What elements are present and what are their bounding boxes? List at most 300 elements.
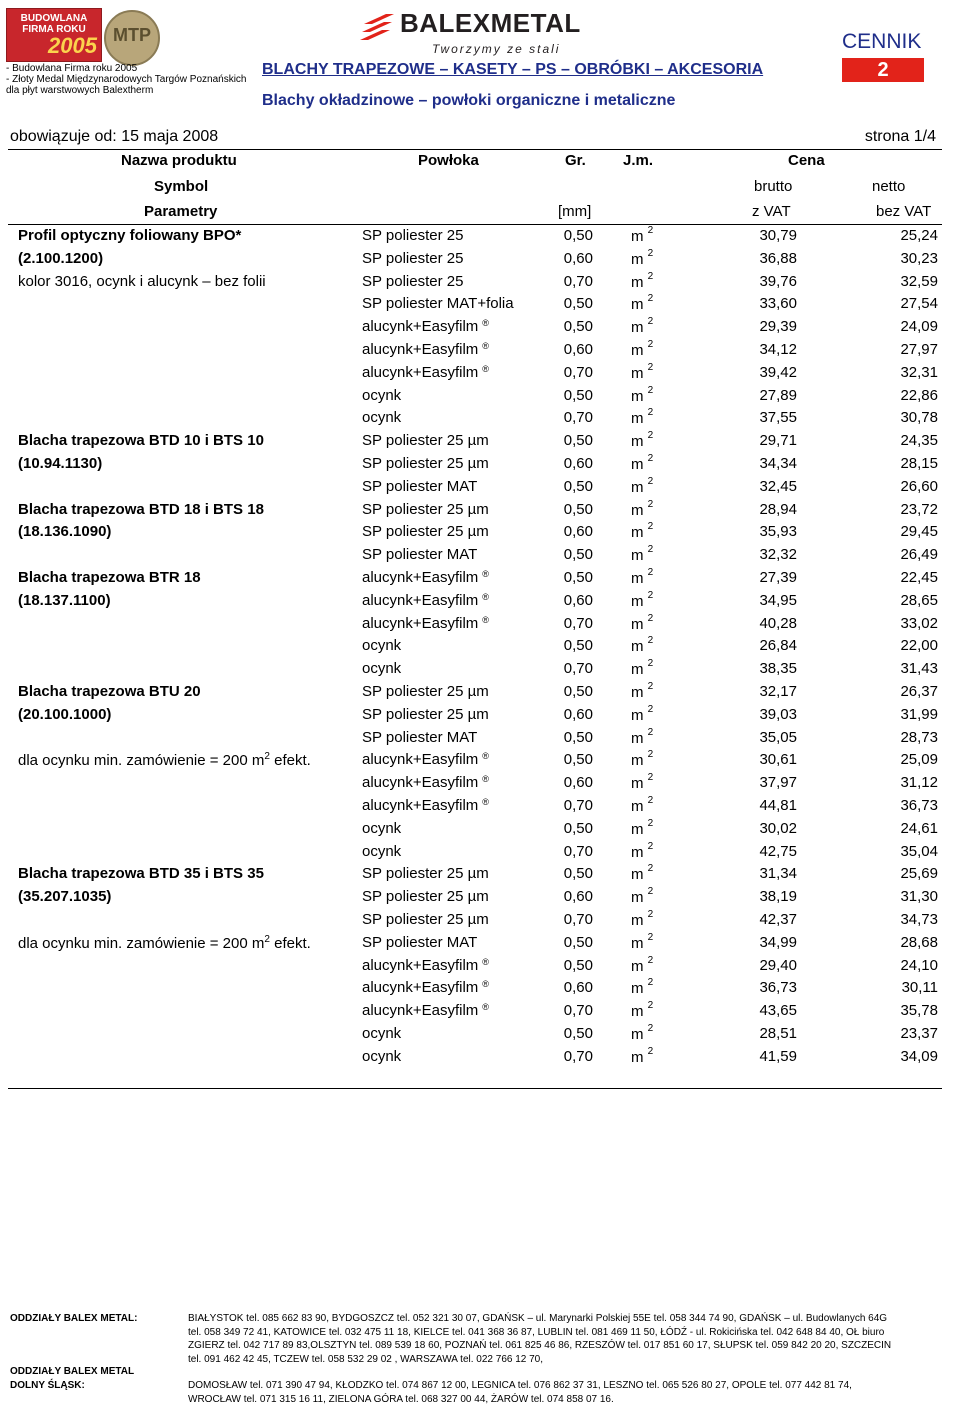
unit-superscript: 2 <box>648 248 654 259</box>
unit-text: m <box>631 547 644 564</box>
unit-superscript: 2 <box>648 544 654 555</box>
net-price-cell: 27,97 <box>840 341 938 358</box>
col-header-without-vat: bez VAT <box>876 203 931 220</box>
unit-superscript: 2 <box>648 795 654 806</box>
gross-price-cell: 27,39 <box>700 569 797 586</box>
net-price-cell: 24,35 <box>840 432 938 449</box>
unit-superscript: 2 <box>648 613 654 624</box>
thickness-cell: 0,50 <box>555 957 593 974</box>
product-label <box>18 523 111 540</box>
gross-price-cell: 32,17 <box>700 683 797 700</box>
unit-text: m <box>631 912 644 929</box>
thickness-cell: 0,70 <box>555 797 593 814</box>
gross-price-cell: 39,03 <box>700 706 797 723</box>
coating-text: alucynk+Easyfilm <box>362 569 478 586</box>
table-row <box>0 797 960 819</box>
unit-superscript: 2 <box>648 658 654 669</box>
gross-price-cell: 35,93 <box>700 523 797 540</box>
col-header-mm: [mm] <box>558 203 591 220</box>
lower-silesia-label <box>10 1365 134 1392</box>
gross-price-cell: 34,12 <box>700 341 797 358</box>
net-price-cell: 28,65 <box>840 592 938 609</box>
gross-price-cell: 38,19 <box>700 888 797 905</box>
gross-price-cell: 40,28 <box>700 615 797 632</box>
unit-cell <box>631 797 653 815</box>
product-label <box>18 227 241 244</box>
table-row <box>0 660 960 682</box>
thickness-cell: 0,50 <box>555 387 593 404</box>
table-row <box>0 1002 960 1024</box>
product-label <box>18 865 264 882</box>
registered-mark: ® <box>482 364 489 374</box>
product-label-text: dla ocynku min. zamówienie = 200 m <box>18 752 264 769</box>
unit-cell <box>631 501 653 519</box>
unit-superscript: 2 <box>648 385 654 396</box>
coating-text: SP poliester MAT+folia <box>362 295 514 312</box>
thickness-cell: 0,60 <box>555 341 593 358</box>
gross-price-cell: 42,37 <box>700 911 797 928</box>
unit-text: m <box>631 342 644 359</box>
net-price-cell: 22,86 <box>840 387 938 404</box>
table-row <box>0 774 960 796</box>
unit-superscript: 2 <box>648 863 654 874</box>
thickness-cell: 0,50 <box>555 227 593 244</box>
thickness-cell: 0,50 <box>555 820 593 837</box>
unit-text: m <box>631 388 644 405</box>
unit-cell <box>631 523 653 541</box>
coating-text: alucynk+Easyfilm <box>362 318 478 335</box>
product-label-text: dla ocynku min. zamówienie = 200 m <box>18 935 264 952</box>
product-label-text: (2.100.1200) <box>18 250 103 267</box>
gross-price-cell: 44,81 <box>700 797 797 814</box>
gross-price-cell: 32,32 <box>700 546 797 563</box>
gross-price-cell: 29,40 <box>700 957 797 974</box>
unit-cell <box>631 865 653 883</box>
coating-text: alucynk+Easyfilm <box>362 751 478 768</box>
coating-text: SP poliester 25 µm <box>362 865 489 882</box>
thickness-cell: 0,50 <box>555 318 593 335</box>
unit-cell <box>631 478 653 496</box>
coating-cell <box>362 751 478 768</box>
unit-text: m <box>631 798 644 815</box>
coating-text: alucynk+Easyfilm <box>362 774 478 791</box>
unit-text: m <box>631 661 644 678</box>
thickness-cell: 0,70 <box>555 364 593 381</box>
coating-cell <box>362 387 401 404</box>
table-row <box>0 409 960 431</box>
gross-price-cell: 42,75 <box>700 843 797 860</box>
product-label-text: Blacha trapezowa BTD 10 i BTS 10 <box>18 432 264 449</box>
coating-text: SP poliester 25 µm <box>362 501 489 518</box>
branches-line: DOMOSŁAW tel. 071 390 47 94, KŁODZKO tel. 074 867 12 00, LEGNICA tel. 076 862 37 31, LESZNO tel. 065 526 80 27, OPOLE tel. 077 442 81 74, <box>188 1379 852 1393</box>
product-label <box>18 273 266 290</box>
unit-cell <box>631 934 653 952</box>
coating-text: alucynk+Easyfilm <box>362 797 478 814</box>
unit-text: m <box>631 935 644 952</box>
coating-text: alucynk+Easyfilm <box>362 979 478 996</box>
product-label <box>18 250 103 267</box>
gross-price-cell: 30,79 <box>700 227 797 244</box>
product-label <box>18 592 111 609</box>
net-price-cell: 22,45 <box>840 569 938 586</box>
gross-price-cell: 39,42 <box>700 364 797 381</box>
award-line: - Złoty Medal Międzynarodowych Targów Poznańskich <box>6 74 246 85</box>
unit-cell <box>631 843 653 861</box>
col-header-symbol: Symbol <box>154 178 208 195</box>
gross-price-cell: 39,76 <box>700 273 797 290</box>
unit-cell <box>631 364 653 382</box>
product-label <box>18 706 111 723</box>
table-row <box>0 295 960 317</box>
table-row <box>0 546 960 568</box>
coating-text: SP poliester 25 µm <box>362 432 489 449</box>
table-row <box>0 957 960 979</box>
thickness-cell: 0,70 <box>555 1048 593 1065</box>
unit-cell <box>631 660 653 678</box>
award-line: dla płyt warstwowych Balextherm <box>6 85 246 96</box>
product-label-text: (18.137.1100) <box>18 592 111 609</box>
table-row <box>0 979 960 1001</box>
net-price-cell: 26,37 <box>840 683 938 700</box>
coating-cell <box>362 683 489 700</box>
thickness-cell: 0,50 <box>555 865 593 882</box>
gross-price-cell: 41,59 <box>700 1048 797 1065</box>
net-price-cell: 34,09 <box>840 1048 938 1065</box>
unit-superscript: 2 <box>648 567 654 578</box>
gross-price-cell: 32,45 <box>700 478 797 495</box>
table-row <box>0 364 960 386</box>
branches-list <box>188 1312 891 1366</box>
unit-cell <box>631 615 653 633</box>
registered-mark: ® <box>482 797 489 807</box>
unit-text: m <box>631 274 644 291</box>
coating-cell <box>362 729 477 746</box>
coating-cell <box>362 592 478 609</box>
unit-text: m <box>631 479 644 496</box>
table-row <box>0 455 960 477</box>
header-subtitle: Blachy okładzinowe – powłoki organiczne i metaliczne <box>262 92 675 110</box>
coating-text: SP poliester 25 <box>362 250 463 267</box>
coating-cell <box>362 546 477 563</box>
unit-text: m <box>631 844 644 861</box>
unit-superscript: 2 <box>648 841 654 852</box>
col-header-with-vat: z VAT <box>752 203 791 220</box>
price-list-number-badge: 2 <box>842 58 924 82</box>
col-header-gross: brutto <box>754 178 792 195</box>
coating-cell <box>362 432 489 449</box>
unit-text: m <box>631 1003 644 1020</box>
coating-text: ocynk <box>362 637 401 654</box>
thickness-cell: 0,50 <box>555 478 593 495</box>
unit-superscript: 2 <box>648 499 654 510</box>
table-row <box>0 250 960 272</box>
unit-superscript: 2 <box>648 977 654 988</box>
col-header-net: netto <box>872 178 905 195</box>
net-price-cell: 26,49 <box>840 546 938 563</box>
unit-cell <box>631 227 653 245</box>
thickness-cell: 0,50 <box>555 432 593 449</box>
thickness-cell: 0,60 <box>555 523 593 540</box>
net-price-cell: 28,73 <box>840 729 938 746</box>
table-row <box>0 341 960 363</box>
col-header-product-name: Nazwa produktu <box>121 152 237 169</box>
unit-superscript: 2 <box>648 316 654 327</box>
product-label-text: (10.94.1130) <box>18 455 102 472</box>
unit-text: m <box>631 980 644 997</box>
coating-text: SP poliester 25 µm <box>362 523 489 540</box>
registered-mark: ® <box>482 979 489 989</box>
registered-mark: ® <box>482 318 489 328</box>
coating-cell <box>362 843 401 860</box>
unit-cell <box>631 751 653 769</box>
product-label-superscript: 2 <box>264 934 270 945</box>
coating-text: SP poliester 25 µm <box>362 683 489 700</box>
unit-cell <box>631 341 653 359</box>
unit-text: m <box>631 593 644 610</box>
unit-superscript: 2 <box>648 362 654 373</box>
thickness-cell: 0,70 <box>555 273 593 290</box>
coating-text: SP poliester 25 <box>362 273 463 290</box>
registered-mark: ® <box>482 774 489 784</box>
unit-cell <box>631 432 653 450</box>
unit-cell <box>631 1002 653 1020</box>
product-label <box>18 569 201 586</box>
product-label-superscript: 2 <box>264 751 270 762</box>
thickness-cell: 0,60 <box>555 774 593 791</box>
net-price-cell: 24,09 <box>840 318 938 335</box>
coating-text: ocynk <box>362 409 401 426</box>
net-price-cell: 29,45 <box>840 523 938 540</box>
thickness-cell: 0,50 <box>555 683 593 700</box>
unit-superscript: 2 <box>648 681 654 692</box>
net-price-cell: 28,15 <box>840 455 938 472</box>
gross-price-cell: 28,51 <box>700 1025 797 1042</box>
net-price-cell: 24,61 <box>840 820 938 837</box>
product-label-text: kolor 3016, ocynk i alucynk – bez folii <box>18 273 266 290</box>
gross-price-cell: 29,71 <box>700 432 797 449</box>
coating-cell <box>362 797 478 814</box>
branches-line: BIAŁYSTOK tel. 085 662 83 90, BYDGOSZCZ tel. 052 321 30 07, GDAŃSK – ul. Marynarki Polskiej 55E tel. 058 344 74 90, GDAŃSK – ul. Budowlanych 64G <box>188 1312 891 1326</box>
coating-text: SP poliester 25 <box>362 227 463 244</box>
unit-superscript: 2 <box>648 476 654 487</box>
thickness-cell: 0,50 <box>555 729 593 746</box>
coating-cell <box>362 295 514 312</box>
coating-text: alucynk+Easyfilm <box>362 957 478 974</box>
unit-text: m <box>631 730 644 747</box>
award-badge-budowlana-firma-roku <box>6 8 102 62</box>
coating-text: alucynk+Easyfilm <box>362 364 478 381</box>
net-price-cell: 35,04 <box>840 843 938 860</box>
coating-cell <box>362 615 478 632</box>
product-label-text: (18.136.1090) <box>18 523 111 540</box>
branches-line: WROCŁAW tel. 071 315 16 11, ZIELONA GÓRA tel. 068 327 00 44, ŻARÓW tel. 074 858 07 16. <box>188 1393 852 1406</box>
thickness-cell: 0,70 <box>555 1002 593 1019</box>
table-row <box>0 523 960 545</box>
award-badge-text: BUDOWLANA FIRMA ROKU <box>7 13 101 35</box>
gross-price-cell: 38,35 <box>700 660 797 677</box>
coating-cell <box>362 569 478 586</box>
col-header-coating: Powłoka <box>418 152 479 169</box>
net-price-cell: 23,72 <box>840 501 938 518</box>
gross-price-cell: 27,89 <box>700 387 797 404</box>
table-row <box>0 1025 960 1047</box>
unit-text: m <box>631 365 644 382</box>
lower-silesia-branches <box>188 1379 852 1406</box>
thickness-cell: 0,60 <box>555 592 593 609</box>
table-row <box>0 706 960 728</box>
logo-tagline: Tworzymy ze stali <box>432 42 560 56</box>
unit-superscript: 2 <box>648 955 654 966</box>
thickness-cell: 0,50 <box>555 501 593 518</box>
unit-superscript: 2 <box>648 635 654 646</box>
unit-superscript: 2 <box>648 339 654 350</box>
unit-superscript: 2 <box>648 521 654 532</box>
net-price-cell: 28,68 <box>840 934 938 951</box>
unit-text: m <box>631 433 644 450</box>
product-label <box>18 934 311 952</box>
registered-mark: ® <box>482 592 489 602</box>
product-label <box>18 432 264 449</box>
net-price-cell: 36,73 <box>840 797 938 814</box>
coating-text: alucynk+Easyfilm <box>362 1002 478 1019</box>
coating-text: ocynk <box>362 820 401 837</box>
thickness-cell: 0,60 <box>555 455 593 472</box>
net-price-cell: 25,09 <box>840 751 938 768</box>
divider <box>8 224 942 225</box>
coating-cell <box>362 934 477 951</box>
unit-cell <box>631 592 653 610</box>
gross-price-cell: 30,02 <box>700 820 797 837</box>
coating-cell <box>362 1002 478 1019</box>
net-price-cell: 30,11 <box>840 979 938 996</box>
unit-cell <box>631 455 653 473</box>
unit-superscript: 2 <box>648 293 654 304</box>
unit-text: m <box>631 775 644 792</box>
thickness-cell: 0,50 <box>555 934 593 951</box>
unit-superscript: 2 <box>648 909 654 920</box>
table-row <box>0 318 960 340</box>
coating-cell <box>362 364 478 381</box>
thickness-cell: 0,70 <box>555 843 593 860</box>
net-price-cell: 25,69 <box>840 865 938 882</box>
coating-cell <box>362 318 478 335</box>
unit-superscript: 2 <box>648 271 654 282</box>
price-list-label: CENNIK <box>842 30 921 54</box>
coating-cell <box>362 478 477 495</box>
unit-text: m <box>631 707 644 724</box>
net-price-cell: 30,23 <box>840 250 938 267</box>
net-price-cell: 32,31 <box>840 364 938 381</box>
gross-price-cell: 34,34 <box>700 455 797 472</box>
coating-text: SP poliester 25 µm <box>362 706 489 723</box>
unit-text: m <box>631 456 644 473</box>
gross-price-cell: 30,61 <box>700 751 797 768</box>
gross-price-cell: 43,65 <box>700 1002 797 1019</box>
product-label <box>18 683 201 700</box>
net-price-cell: 31,43 <box>840 660 938 677</box>
coating-cell <box>362 637 401 654</box>
thickness-cell: 0,50 <box>555 546 593 563</box>
net-price-cell: 27,54 <box>840 295 938 312</box>
award-badge-year: 2005 <box>48 33 97 59</box>
coating-text: alucynk+Easyfilm <box>362 592 478 609</box>
product-label-text: Blacha trapezowa BTU 20 <box>18 683 201 700</box>
product-label-text: Blacha trapezowa BTD 35 i BTS 35 <box>18 865 264 882</box>
gross-price-cell: 29,39 <box>700 318 797 335</box>
coating-cell <box>362 660 401 677</box>
coating-cell <box>362 706 489 723</box>
unit-cell <box>631 729 653 747</box>
net-price-cell: 22,00 <box>840 637 938 654</box>
unit-cell <box>631 979 653 997</box>
unit-superscript: 2 <box>648 772 654 783</box>
unit-superscript: 2 <box>648 225 654 236</box>
product-label <box>18 888 111 905</box>
unit-cell <box>631 706 653 724</box>
product-label-text: (20.100.1000) <box>18 706 111 723</box>
net-price-cell: 32,59 <box>840 273 938 290</box>
unit-superscript: 2 <box>648 590 654 601</box>
unit-superscript: 2 <box>648 430 654 441</box>
coating-cell <box>362 501 489 518</box>
gold-medal-icon: MTP <box>104 10 160 66</box>
unit-cell <box>631 250 653 268</box>
unit-text: m <box>631 821 644 838</box>
unit-cell <box>631 683 653 701</box>
unit-superscript: 2 <box>648 818 654 829</box>
unit-cell <box>631 273 653 291</box>
table-row <box>0 637 960 659</box>
thickness-cell: 0,70 <box>555 615 593 632</box>
coating-text: SP poliester MAT <box>362 478 477 495</box>
coating-cell <box>362 774 478 791</box>
coating-cell <box>362 888 489 905</box>
award-line: - Budowlana Firma roku 2005 <box>6 63 246 74</box>
coating-cell <box>362 1025 401 1042</box>
coating-text: SP poliester MAT <box>362 934 477 951</box>
net-price-cell: 31,99 <box>840 706 938 723</box>
branches-line: ZGIERZ tel. 042 717 89 83,OLSZTYN tel. 089 539 18 60, POZNAŃ tel. 061 825 46 86, RZESZÓW tel. 017 851 60 17, SŁUPSK tel. 059 842 20 20, SZCZECIN <box>188 1339 891 1353</box>
unit-text: m <box>631 296 644 313</box>
thickness-cell: 0,50 <box>555 569 593 586</box>
unit-text: m <box>631 251 644 268</box>
unit-text: m <box>631 866 644 883</box>
coating-cell <box>362 979 478 996</box>
unit-text: m <box>631 410 644 427</box>
thickness-cell: 0,60 <box>555 706 593 723</box>
net-price-cell: 23,37 <box>840 1025 938 1042</box>
gross-price-cell: 35,05 <box>700 729 797 746</box>
registered-mark: ® <box>482 615 489 625</box>
thickness-cell: 0,70 <box>555 409 593 426</box>
gross-price-cell: 28,94 <box>700 501 797 518</box>
thickness-cell: 0,50 <box>555 1025 593 1042</box>
product-label-text: Blacha trapezowa BTR 18 <box>18 569 201 586</box>
unit-superscript: 2 <box>648 1023 654 1034</box>
unit-cell <box>631 888 653 906</box>
registered-mark: ® <box>482 751 489 761</box>
net-price-cell: 26,60 <box>840 478 938 495</box>
unit-cell <box>631 546 653 564</box>
coating-cell <box>362 227 463 244</box>
unit-cell <box>631 569 653 587</box>
product-label <box>18 455 102 472</box>
divider <box>8 149 942 150</box>
unit-text: m <box>631 1026 644 1043</box>
product-label-suffix: efekt. <box>270 752 311 769</box>
net-price-cell: 34,73 <box>840 911 938 928</box>
branches-label: ODDZIAŁY BALEX METAL: <box>10 1312 137 1326</box>
